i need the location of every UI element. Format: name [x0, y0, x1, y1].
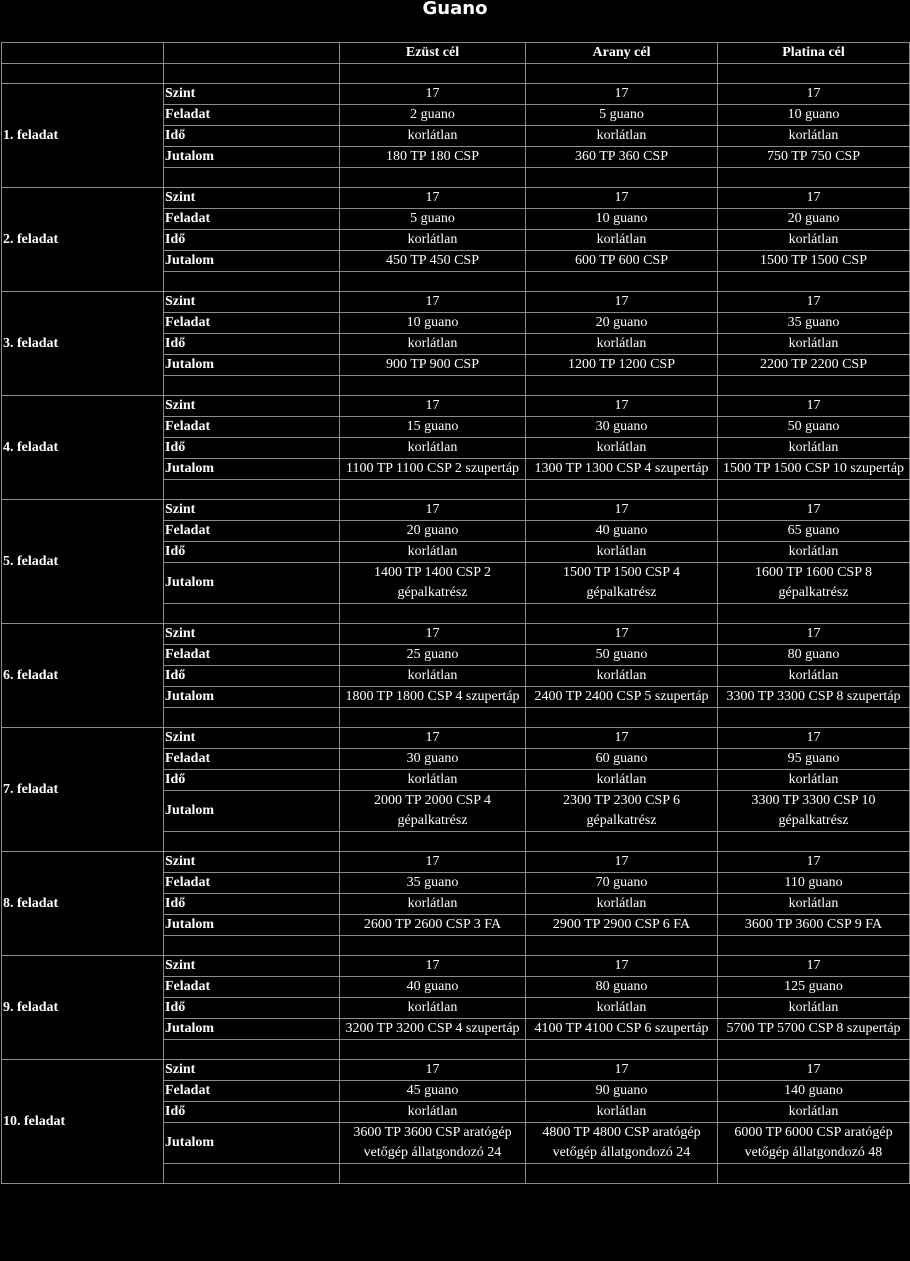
time-label: Idő: [164, 998, 340, 1019]
spacer-cell: [526, 604, 718, 624]
spacer-cell: [526, 708, 718, 728]
task-name: 3. feladat: [2, 292, 164, 396]
time-label: Idő: [164, 126, 340, 147]
spacer-cell: [2, 64, 164, 84]
spacer-cell: [718, 936, 910, 956]
spacer-cell: [526, 936, 718, 956]
platinum-reward-value: 5700 TP 5700 CSP 8 szupertáp: [718, 1019, 910, 1040]
gold-level-value: 17: [526, 624, 718, 645]
level-label: Szint: [164, 292, 340, 313]
gold-reward-value: 4800 TP 4800 CSP aratógép vetőgép állatgondozó 24: [526, 1123, 718, 1164]
reward-label: Jutalom: [164, 687, 340, 708]
silver-task-value: 40 guano: [340, 977, 526, 998]
time-label: Idő: [164, 666, 340, 687]
platinum-reward-value: 1600 TP 1600 CSP 8 gépalkatrész: [718, 563, 910, 604]
platinum-task-value: 95 guano: [718, 749, 910, 770]
silver-task-value: 35 guano: [340, 873, 526, 894]
level-label: Szint: [164, 956, 340, 977]
time-label: Idő: [164, 1102, 340, 1123]
silver-level-value: 17: [340, 84, 526, 105]
platinum-reward-value: 3300 TP 3300 CSP 8 szupertáp: [718, 687, 910, 708]
task-label: Feladat: [164, 749, 340, 770]
time-label: Idő: [164, 230, 340, 251]
task-4-level-row: [2, 396, 910, 417]
gold-level-value: 17: [526, 396, 718, 417]
task-label: Feladat: [164, 209, 340, 230]
time-label: Idő: [164, 334, 340, 355]
quest-table: [1, 42, 910, 1184]
task-1-level-row: [2, 84, 910, 105]
reward-label: Jutalom: [164, 147, 340, 168]
gold-task-value: 70 guano: [526, 873, 718, 894]
header-cell-blank: [2, 43, 164, 64]
platinum-task-value: 110 guano: [718, 873, 910, 894]
gold-reward-value: 2900 TP 2900 CSP 6 FA: [526, 915, 718, 936]
gold-task-value: 60 guano: [526, 749, 718, 770]
gold-level-value: 17: [526, 852, 718, 873]
header-cell-gold: Arany cél: [526, 43, 718, 64]
gold-time-value: korlátlan: [526, 230, 718, 251]
task-name: 5. feladat: [2, 500, 164, 624]
task-name: 2. feladat: [2, 188, 164, 292]
spacer-cell: [526, 832, 718, 852]
gold-reward-value: 1200 TP 1200 CSP: [526, 355, 718, 376]
spacer-cell: [526, 1164, 718, 1184]
header-cell-platinum: Platina cél: [718, 43, 910, 64]
header-cell-label: [164, 43, 340, 64]
platinum-task-value: 35 guano: [718, 313, 910, 334]
spacer-cell: [718, 376, 910, 396]
gold-task-value: 20 guano: [526, 313, 718, 334]
silver-time-value: korlátlan: [340, 770, 526, 791]
gold-time-value: korlátlan: [526, 770, 718, 791]
level-label: Szint: [164, 84, 340, 105]
reward-label: Jutalom: [164, 355, 340, 376]
silver-time-value: korlátlan: [340, 998, 526, 1019]
gold-time-value: korlátlan: [526, 666, 718, 687]
silver-task-value: 25 guano: [340, 645, 526, 666]
gold-level-value: 17: [526, 1060, 718, 1081]
task-name: 1. feladat: [2, 84, 164, 188]
task-name: 9. feladat: [2, 956, 164, 1060]
spacer-cell: [340, 832, 526, 852]
gold-time-value: korlátlan: [526, 894, 718, 915]
reward-label: Jutalom: [164, 1019, 340, 1040]
platinum-level-value: 17: [718, 188, 910, 209]
gold-time-value: korlátlan: [526, 438, 718, 459]
task-2-level-row: [2, 188, 910, 209]
spacer-cell: [340, 1164, 526, 1184]
task-label: Feladat: [164, 521, 340, 542]
spacer-row: [2, 64, 910, 84]
spacer-cell: [718, 1164, 910, 1184]
spacer-cell: [164, 1164, 340, 1184]
gold-reward-value: 600 TP 600 CSP: [526, 251, 718, 272]
platinum-level-value: 17: [718, 84, 910, 105]
silver-reward-value: 1400 TP 1400 CSP 2 gépalkatrész: [340, 563, 526, 604]
platinum-level-value: 17: [718, 956, 910, 977]
level-label: Szint: [164, 728, 340, 749]
task-10-level-row: [2, 1060, 910, 1081]
spacer-cell: [718, 64, 910, 84]
gold-time-value: korlátlan: [526, 126, 718, 147]
spacer-cell: [164, 272, 340, 292]
silver-task-value: 5 guano: [340, 209, 526, 230]
silver-task-value: 45 guano: [340, 1081, 526, 1102]
spacer-cell: [340, 272, 526, 292]
gold-reward-value: 4100 TP 4100 CSP 6 szupertáp: [526, 1019, 718, 1040]
platinum-time-value: korlátlan: [718, 998, 910, 1019]
platinum-level-value: 17: [718, 500, 910, 521]
gold-reward-value: 1500 TP 1500 CSP 4 gépalkatrész: [526, 563, 718, 604]
spacer-cell: [340, 376, 526, 396]
platinum-task-value: 125 guano: [718, 977, 910, 998]
task-label: Feladat: [164, 313, 340, 334]
spacer-cell: [718, 480, 910, 500]
gold-time-value: korlátlan: [526, 1102, 718, 1123]
silver-level-value: 17: [340, 1060, 526, 1081]
silver-reward-value: 180 TP 180 CSP: [340, 147, 526, 168]
header-cell-silver: Ezüst cél: [340, 43, 526, 64]
gold-task-value: 90 guano: [526, 1081, 718, 1102]
silver-time-value: korlátlan: [340, 894, 526, 915]
spacer-cell: [718, 604, 910, 624]
platinum-task-value: 20 guano: [718, 209, 910, 230]
gold-reward-value: 2300 TP 2300 CSP 6 gépalkatrész: [526, 791, 718, 832]
gold-task-value: 80 guano: [526, 977, 718, 998]
platinum-time-value: korlátlan: [718, 438, 910, 459]
task-name: 8. feladat: [2, 852, 164, 956]
platinum-task-value: 50 guano: [718, 417, 910, 438]
silver-level-value: 17: [340, 292, 526, 313]
task-label: Feladat: [164, 105, 340, 126]
task-6-level-row: [2, 624, 910, 645]
task-3-level-row: [2, 292, 910, 313]
gold-task-value: 10 guano: [526, 209, 718, 230]
task-label: Feladat: [164, 873, 340, 894]
silver-reward-value: 450 TP 450 CSP: [340, 251, 526, 272]
platinum-task-value: 10 guano: [718, 105, 910, 126]
spacer-cell: [164, 1040, 340, 1060]
task-name: 7. feladat: [2, 728, 164, 852]
spacer-cell: [526, 272, 718, 292]
silver-reward-value: 2000 TP 2000 CSP 4 gépalkatrész: [340, 791, 526, 832]
spacer-cell: [164, 168, 340, 188]
task-label: Feladat: [164, 977, 340, 998]
task-label: Feladat: [164, 1081, 340, 1102]
platinum-level-value: 17: [718, 728, 910, 749]
silver-time-value: korlátlan: [340, 230, 526, 251]
task-label: Feladat: [164, 417, 340, 438]
platinum-time-value: korlátlan: [718, 230, 910, 251]
platinum-task-value: 65 guano: [718, 521, 910, 542]
task-5-level-row: [2, 500, 910, 521]
reward-label: Jutalom: [164, 563, 340, 604]
spacer-cell: [526, 1040, 718, 1060]
spacer-cell: [718, 708, 910, 728]
task-7-level-row: [2, 728, 910, 749]
gold-level-value: 17: [526, 84, 718, 105]
platinum-time-value: korlátlan: [718, 894, 910, 915]
platinum-reward-value: 2200 TP 2200 CSP: [718, 355, 910, 376]
gold-task-value: 30 guano: [526, 417, 718, 438]
silver-reward-value: 2600 TP 2600 CSP 3 FA: [340, 915, 526, 936]
platinum-level-value: 17: [718, 1060, 910, 1081]
spacer-cell: [526, 64, 718, 84]
silver-task-value: 30 guano: [340, 749, 526, 770]
silver-reward-value: 1800 TP 1800 CSP 4 szupertáp: [340, 687, 526, 708]
level-label: Szint: [164, 624, 340, 645]
platinum-reward-value: 1500 TP 1500 CSP 10 szupertáp: [718, 459, 910, 480]
gold-time-value: korlátlan: [526, 998, 718, 1019]
time-label: Idő: [164, 894, 340, 915]
platinum-reward-value: 3300 TP 3300 CSP 10 gépalkatrész: [718, 791, 910, 832]
task-name: 6. feladat: [2, 624, 164, 728]
reward-label: Jutalom: [164, 915, 340, 936]
platinum-time-value: korlátlan: [718, 334, 910, 355]
platinum-reward-value: 1500 TP 1500 CSP: [718, 251, 910, 272]
silver-reward-value: 900 TP 900 CSP: [340, 355, 526, 376]
reward-label: Jutalom: [164, 459, 340, 480]
gold-reward-value: 2400 TP 2400 CSP 5 szupertáp: [526, 687, 718, 708]
level-label: Szint: [164, 1060, 340, 1081]
spacer-cell: [340, 64, 526, 84]
silver-time-value: korlátlan: [340, 334, 526, 355]
platinum-time-value: korlátlan: [718, 770, 910, 791]
silver-time-value: korlátlan: [340, 666, 526, 687]
spacer-cell: [340, 936, 526, 956]
silver-level-value: 17: [340, 188, 526, 209]
platinum-time-value: korlátlan: [718, 1102, 910, 1123]
spacer-cell: [526, 168, 718, 188]
platinum-time-value: korlátlan: [718, 542, 910, 563]
page-title: Guano: [422, 0, 488, 19]
level-label: Szint: [164, 852, 340, 873]
gold-reward-value: 1300 TP 1300 CSP 4 szupertáp: [526, 459, 718, 480]
gold-time-value: korlátlan: [526, 334, 718, 355]
gold-time-value: korlátlan: [526, 542, 718, 563]
spacer-cell: [340, 708, 526, 728]
level-label: Szint: [164, 396, 340, 417]
silver-task-value: 15 guano: [340, 417, 526, 438]
silver-time-value: korlátlan: [340, 1102, 526, 1123]
silver-reward-value: 3200 TP 3200 CSP 4 szupertáp: [340, 1019, 526, 1040]
time-label: Idő: [164, 542, 340, 563]
spacer-cell: [340, 1040, 526, 1060]
spacer-cell: [164, 64, 340, 84]
reward-label: Jutalom: [164, 1123, 340, 1164]
spacer-cell: [164, 708, 340, 728]
platinum-task-value: 80 guano: [718, 645, 910, 666]
level-label: Szint: [164, 500, 340, 521]
platinum-time-value: korlátlan: [718, 126, 910, 147]
quest-table-body: [2, 43, 910, 1184]
silver-reward-value: 3600 TP 3600 CSP aratógép vetőgép állatgondozó 24: [340, 1123, 526, 1164]
spacer-cell: [718, 1040, 910, 1060]
silver-task-value: 10 guano: [340, 313, 526, 334]
spacer-cell: [340, 604, 526, 624]
silver-level-value: 17: [340, 956, 526, 977]
gold-task-value: 50 guano: [526, 645, 718, 666]
spacer-cell: [164, 480, 340, 500]
task-8-level-row: [2, 852, 910, 873]
time-label: Idő: [164, 770, 340, 791]
spacer-cell: [718, 168, 910, 188]
gold-reward-value: 360 TP 360 CSP: [526, 147, 718, 168]
spacer-cell: [340, 480, 526, 500]
gold-level-value: 17: [526, 292, 718, 313]
gold-task-value: 40 guano: [526, 521, 718, 542]
platinum-time-value: korlátlan: [718, 666, 910, 687]
silver-level-value: 17: [340, 500, 526, 521]
silver-reward-value: 1100 TP 1100 CSP 2 szupertáp: [340, 459, 526, 480]
gold-level-value: 17: [526, 188, 718, 209]
gold-level-value: 17: [526, 500, 718, 521]
gold-level-value: 17: [526, 728, 718, 749]
spacer-cell: [164, 376, 340, 396]
silver-level-value: 17: [340, 728, 526, 749]
platinum-task-value: 140 guano: [718, 1081, 910, 1102]
platinum-level-value: 17: [718, 396, 910, 417]
platinum-level-value: 17: [718, 624, 910, 645]
task-name: 10. feladat: [2, 1060, 164, 1184]
time-label: Idő: [164, 438, 340, 459]
silver-task-value: 2 guano: [340, 105, 526, 126]
silver-time-value: korlátlan: [340, 126, 526, 147]
task-label: Feladat: [164, 645, 340, 666]
platinum-level-value: 17: [718, 292, 910, 313]
header-row: [2, 43, 910, 64]
spacer-cell: [718, 832, 910, 852]
platinum-reward-value: 750 TP 750 CSP: [718, 147, 910, 168]
platinum-reward-value: 3600 TP 3600 CSP 9 FA: [718, 915, 910, 936]
platinum-level-value: 17: [718, 852, 910, 873]
spacer-cell: [718, 272, 910, 292]
reward-label: Jutalom: [164, 791, 340, 832]
platinum-reward-value: 6000 TP 6000 CSP aratógép vetőgép állatgondozó 48: [718, 1123, 910, 1164]
level-label: Szint: [164, 188, 340, 209]
silver-time-value: korlátlan: [340, 542, 526, 563]
spacer-cell: [164, 832, 340, 852]
silver-level-value: 17: [340, 396, 526, 417]
spacer-cell: [164, 936, 340, 956]
silver-time-value: korlátlan: [340, 438, 526, 459]
gold-level-value: 17: [526, 956, 718, 977]
silver-task-value: 20 guano: [340, 521, 526, 542]
silver-level-value: 17: [340, 624, 526, 645]
spacer-cell: [526, 376, 718, 396]
spacer-cell: [340, 168, 526, 188]
spacer-cell: [164, 604, 340, 624]
gold-task-value: 5 guano: [526, 105, 718, 126]
silver-level-value: 17: [340, 852, 526, 873]
spacer-cell: [526, 480, 718, 500]
task-name: 4. feladat: [2, 396, 164, 500]
reward-label: Jutalom: [164, 251, 340, 272]
task-9-level-row: [2, 956, 910, 977]
